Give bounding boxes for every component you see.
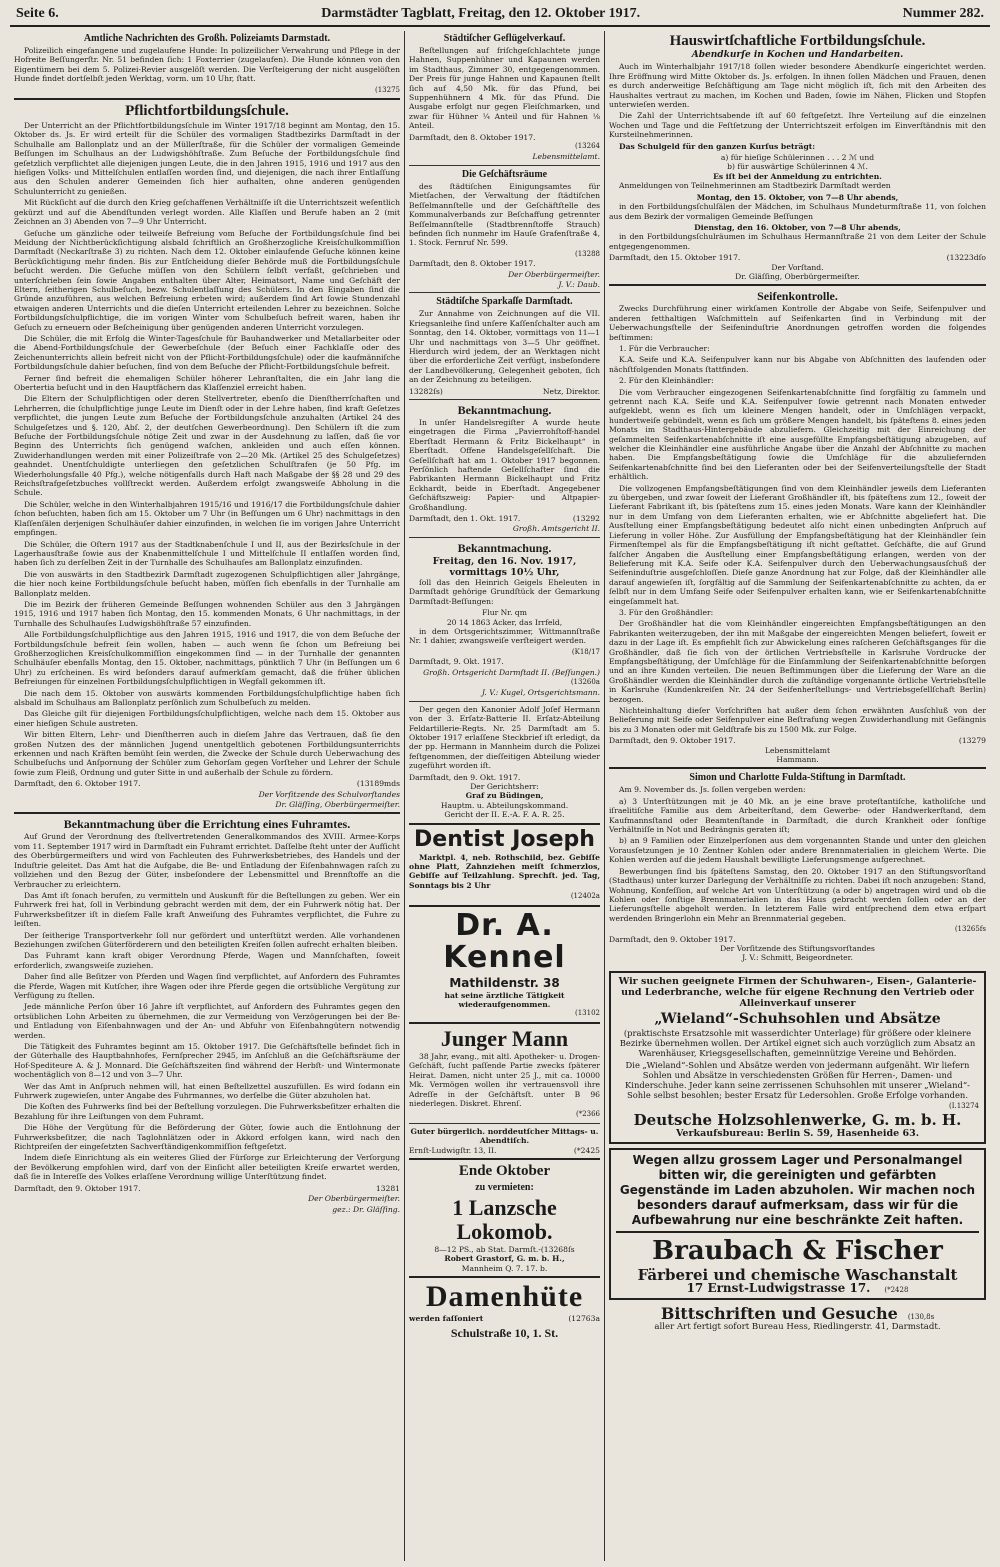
haus-paragraph: Es iſt bei der Anmeldung zu entrichten.: [713, 171, 882, 181]
pflicht-paragraph: Die im Bezirk der früheren Gemeinde Beſſungen wohnenden Schüler aus den 3 Jahrgängen 1915, 1916 und 1917 haben ſich Montag, den 15. kommenden Monats, 6 Uhr nachmittags, in der Turnhalle des Schulhauſes Ludwigshöhſtraße 57 einzufinden.: [14, 599, 400, 628]
fuhramt-paragraph: Der ſeitherige Transportverkehr ſoll nur gefördert und unterſtützt werden. Alle vorhandenen Beziehungen zwiſchen Güterförderern und den beteiligten Kreiſen ſollen aufrecht erhalten bleiben.: [14, 930, 400, 949]
pflicht-ref: (13189mds: [356, 779, 400, 789]
seife-paragraph: 3. Für den Großhändler:: [619, 607, 714, 617]
damenhuete-ref: (12763a: [568, 1314, 600, 1324]
haus-subtitle: Abendkurſe in Kochen und Handarbeiten.: [691, 50, 904, 60]
lager-text: Wegen allzu grossem Lager und Personalmangel bitten wir, die gereinigten und gefärbten Gegenstände im Laden abzuholen. Wir machen noch besonders darauf aufmerksam, dass wir für die Aufbewahrung nur eine beschränkte Zeit haften.: [619, 1152, 976, 1227]
kennel-name: Dr. A. Kennel: [443, 907, 566, 975]
dentist-text: Marktpl. 4, neb. Rothschild, bez. Gebiſſe ohne Platt, Zahnziehen meiſt ſchmerzlos, Gebiſſe auf Teilzahlung. Sprechſt. jed. Tag, Sonntags bis 2 Uhr: [409, 852, 600, 890]
pflicht-paragraph: Mit Rückſicht auf die durch den Krieg geſchaffenen Verhältniſſe iſt die Unterrichtszeit weſentlich gekürzt und auf die Abendſtunden verlegt worden. Alle Klaſſen und Berufe haben an 2 (mit Zeichnen an 3) Abenden von 7—9 Uhr Unterricht.: [14, 198, 400, 227]
stiftung-ref: (13265fs: [954, 925, 986, 934]
auction-title: Bekanntmachung.: [457, 540, 552, 555]
dentist-ref: (12402a: [570, 892, 600, 901]
seife-signature: Lebensmittelamt: [764, 745, 831, 755]
mittagstisch-line: [409, 1146, 600, 1155]
divider: [616, 1231, 979, 1233]
haus-fee: b) für auswärtige Schülerinnen 4 ℳ.: [727, 162, 868, 172]
gefluegel-date: Darmſtadt, den 8. Oktober 1917.: [409, 132, 536, 142]
divider: [409, 1123, 600, 1124]
auction-text-2: in dem Ortsgerichtszimmer, Wittmannſtraße Nr. 1 dahier, zwangsweiſe verſteigert werden.: [409, 626, 600, 646]
haus-fee: a) für hieſige Schülerinnen . . . 2 ℳ und: [720, 153, 875, 163]
haus-title: Hauswirtſchaftliche Fortbildungsſchule.: [669, 33, 926, 49]
divider: [14, 98, 400, 100]
pflicht-paragraph: Geſuche um gänzliche oder teilweiſe Befreiung vom Beſuche der Fortbildungsſchule ſind bei Meidung der Nichtberückſichtigung alsbald ſchriftlich an Großherzogliche Kreisſchulkommiſſion Darmſtadt (Neckarſtraße 3) zu richten. Nach dem 12. Oktober einlaufende Geſuche können keine Berückſichtigung mehr finden. Bis zur Entſcheidung dieſer Behörde muß die Fortbildungsſchule beſucht werden. Die Geſuche müſſen von den Schülern ſelbſt verfaßt, geſchrieben und unterſchrieben ſein ſowie Angaben enthalten über Alter, Heimatsort, Name und Geſchäft der Eltern, ſeitherigen Schulbeſuch, bezw. Schulentlaſſung des Schülers. In den Eingaben ſind die Gründe anzuführen, aus welchen Befreiung erbeten wird; außerdem ſind Art ſowie Stundenzahl etwaigen anderen Unterrichts und die dieſen Unterricht erteilenden Lehrer zu bezeichnen. Solche Fortbildungsſchulpflichtige, die im vorigen Winter vom Schulbeſuch befreit waren, haben ihr Geſuch zu erneuern oder Beſcheinigung über genügenden anderen Unterricht vorzulegen.: [14, 228, 400, 332]
fuhramt-paragraph: Daher ſind alle Beſitzer von Pferden und Wagen ſind verpflichtet, auf Anfordern des Fuhramtes die Pferde, Wagen mit Kutſcher, ihre Wagen oder ihre Pferde gegen die ortsübliche Vergütung zur Verfügung zu ſtellen.: [14, 972, 400, 1000]
haus-paragraph: Das Schulgeld für den ganzen Kurſus beträgt:: [619, 141, 816, 151]
stiftung-paragraph: Bewerbungen ſind bis ſpäteſtens Samstag, den 20. Oktober 1917 an den Stiftungsvorſtand (Stadthaus) unter kurzer Darlegung der Verhältniſſe zu richten. Dabei iſt noch anzugeben: Stand, Wohnung, Konfeſſion, auf welche Art von Unterſtützung (a oder b) angetragen wird und ob die Kohlen oder ſonſtige Brennmaterialien in das Haus gebracht werden ſollen oder an der Lieferungsſtelle abgeholt werden. In letzterem Falle wird entſprechend dem etwa erſpart werdenden Bringerlohn ein Mehr an Brennmaterial gegeben.: [609, 866, 986, 923]
divider: [409, 1158, 600, 1160]
stiftung-paragraph: a) 3 Unterſtützungen mit je 40 Mk. an je eine brave proteſtantiſche, katholiſche und iſraelitiſche Familie aus dem Arbeiterſtand, dem Gewerbe- oder Handwerkerſtand, dem Kaufmannsſtand oder Beamtenſtande in Darmſtadt, die durch Krankheit oder ſonſtige Verhältniſſe in Not und Bedrängnis geraten iſt;: [609, 796, 986, 835]
geschaeft-signature-name: J. V.: Daub.: [558, 279, 600, 289]
divider: [409, 1276, 600, 1278]
seife-paragraph: Die vom Verbraucher eingezogenen Seifenkartenabſchnitte ſind ſorgfältig zu ſammeln und getrennt nach K.A. Seife und K.A. Seifenpulver ſowie getrennt nach Monaten entweder aufgeklebt, wenn es ſich um kleinere Mengen handelt, oder in Umſchlägen verpackt, hundertweiſe gebündelt, wenn es ſich um größere Mengen handelt, bis ſpäteſtens 8. eines jeden Monats im Stadthaus-Hintergebäude abzuliefern. Gleichzeitig mit der Einreichung der geſammelten Seifenkartenabſchnitte iſt eine ausgefüllte Empfangsbeſtätigung abzugeben, auf welcher die Kleinhändler eine ausführliche Angabe über die Anzahl der Abſchnitte zu machen haben. Die Empfangsbeſtätigung ſowie die Umſchläge für die abzuliefernden Seifenkartenabſchnitte ſind bei den Lieferanten oder bei der Seifenverteilungsſtelle der Stadt erhältlich.: [609, 387, 986, 482]
fuhramt-paragraph: Wer das Amt in Anſpruch nehmen will, hat einen Beſtellzettel auszufüllen. Es wird ſodann ein Fuhrwerk zugewieſen, unter Angabe des Fuhrmannes, wo derſelbe die Güter abzuholen hat.: [14, 1081, 400, 1101]
sparkasse-ref: 13282ſs): [409, 386, 443, 396]
mittagstisch-ref: (*2425: [573, 1145, 600, 1155]
divider: [609, 767, 986, 769]
bekanntmachung-title: Bekanntmachung.: [457, 403, 552, 417]
bekanntmachung-ref: (13292: [572, 514, 600, 524]
damenhuete-text: werden faſſoniert: [409, 1314, 484, 1324]
pflicht-paragraph: Die Eltern der Schulpflichtigen oder deren Stellvertreter, ebenſo die Dienſtherrſchaften und Lehrherren, die ſchulpflichtige junge Leute im Dienſt oder in der Lehre haben, ſind kraft Geſetzes verpflichtet, die jungen Leute zum Beſuche der Fortbildungsſchule anzuhalten (Artikel 24 des Schulgeſetzes und §. 120, Abſ. 2, der deutſchen Gewerbeordnung). Den Schülern iſt die zum Beſuche der Fortbildungsſchule nötige Zeit und zwar in der Ausdehnung zu laſſen, daß ſie vor Beginn des Unterrichts ſich genügend waſchen, ankleiden und auch eſſen können. Zuwiderhandlungen werden mit einer Polizeiſtrafe von 2—20 Mk. (Artikel 25 des Schulgeſetzes) geahndet. Unentſchuldigte unterliegen den geſetzlichen Schulſtrafen (je 50 Pfg. im Wiederholungsfalle 40 Pfg.), welche nötigenfalls durch Haft nach Maßgabe der §§ 28 und 29 des Reichsſtrafgeſetzbuches vollſtreckt werden. Außerdem erfolgt zwangsweiſe Abholung in die Schule.: [14, 394, 400, 498]
pflicht-paragraph: Die nach dem 15. Oktober von auswärts kommenden Fortbildungsſchulpflichtige haben ſich alsbald im Schulhaus am Ballonplatz perſönlich zum Schulbeſuch zu melden.: [14, 688, 400, 707]
police-notice-text: Polizeilich eingefangene und zugelaufene Hunde: In polizeilicher Verwahrung und Pflege in der Hofreite Beſſungerſtr. Nr. 51 befinden ſich: 1 Foxterrier (zugelaufen). Die Hunde können von den Eigentümern bei dem 5. Polizei-Revier ausgelöſt werden. Die Verſteigerung der nicht ausgelöſten Hunde findet dortſelbſt jeden Werktag, vorm. um 10 Uhr, ſtatt.: [14, 46, 400, 84]
fuhramt-date-line: [14, 1184, 400, 1193]
seife-paragraph: Zwecks Durchführung einer wirkſamen Kontrolle der Abgabe von Seife, Seifenpulver und anderen fetthaltigen Waſchmitteln auf Seifenkarten ſind in Verbindung mit der Ueberwachungsſtelle der Seifeninduſtrie Anordnungen getroffen worden die folgendes beſtimmen:: [609, 304, 986, 342]
fuhramt-paragraph: Auf Grund der Verordnung des ſtellvertretenden Generalkommandos des XVIII. Armee-Korps vom 11. September 1917 wird in Darmſtadt ein Fuhramt errichtet. Daſſelbe ſteht unter der Aufſicht des Oberbürgermeiſters und wird von Fachleuten des Fuhrwerksbetriebes, des Handels und der Induſtrie geleitet. Das Amt hat die Aufgabe, die Be- und Entladung der Eiſenbahnwagen raſch zu vollziehen und den Bezug der Güter, insbeſondere der Lebensmittel und Brennſtoffe an die Verbraucher zu erleichtern.: [14, 832, 400, 889]
wieland-address: Verkaufsbureau: Berlin S. 59, Hasenheide 63.: [675, 1128, 920, 1140]
kanonier-signature: Der Gerichtsherr:: [470, 782, 539, 791]
bekanntmachung-date-line: [409, 514, 600, 523]
masthead: [10, 6, 990, 27]
lokomobil-sub: zu vermieten:: [475, 1181, 534, 1193]
fuhramt-paragraph: Das Fuhramt kann kraft obiger Verordnung Pferde, Wagen und Mannſchaften, ſoweit erforderlich, zwangsweiſe zuziehen.: [14, 951, 400, 970]
sparkasse-title: Städtiſche Sparkaſſe Darmſtadt.: [436, 296, 573, 308]
fuhramt-paragraph: Die Höhe der Vergütung für die Beförderung der Güter, ſowie auch die Entlohnung der Fuhrwerksbeſitzer, die nach Taglohnlätzen oder in Akkord erfolgen kann, wird nach den Richtpreiſen der eingeſetzten Sachverſtändigenkommiſſion feſtgeſetzt.: [14, 1123, 400, 1152]
column-middle: [405, 31, 605, 1561]
divider: [409, 292, 600, 293]
haus-paragraph: Die Zahl der Unterrichtsabende iſt auf 60 feſtgeſetzt. Ihre Verteilung auf die einzelnen Wochen und Tage und die Feſtſetzung der Unterrichtszeit erfolgen im Einverſtändnis mit den Kursteilnehmerinnen.: [609, 111, 986, 140]
seife-paragraph: 2. Für den Kleinhändler:: [619, 376, 714, 386]
seife-date-line: [609, 736, 986, 745]
pflicht-paragraph: Ferner ſind befreit die ehemaligen Schüler höherer Lehranſtalten, die ein Jahr lang die Obertertia beſucht und in den Hauptfächern das Klaſſenziel erreicht haben.: [14, 373, 400, 392]
divider: [14, 812, 400, 814]
braubach-address-line: [616, 1280, 979, 1295]
geschaeft-title: Die Geſchäftsräume: [461, 168, 548, 180]
lokomobil-text: 8—12 PS., ab Stat. Darmſt.-(13268ſs: [434, 1244, 575, 1254]
fuhramt-signature-name: gez.: Dr. Gläſſing.: [332, 1204, 400, 1214]
auction-ref-2: (13260a: [570, 677, 600, 686]
bittschriften-ref: (130,8s: [907, 1312, 935, 1321]
seife-date: Darmſtadt, den 9. Oktober 1917.: [609, 736, 736, 746]
damenhuete-address: Schulstraße 10, 1. St.: [450, 1325, 559, 1340]
fuhramt-paragraph: Die Koſten des Fuhrwerks ſind bei der Beſtellung vorzulegen. Die Fuhrwerksbeſitzer erhalten die Bezahlung für ihre Leiſtungen von dem Fuhramt.: [14, 1102, 400, 1121]
braubach-title: Braubach & Fischer: [652, 1235, 943, 1266]
bittschriften-title-line: [609, 1304, 986, 1323]
junger-mann-title: Junger Mann: [440, 1025, 569, 1051]
gefluegel-signature: Lebensmittelamt.: [532, 152, 600, 162]
seife-title: Seifenkontrolle.: [757, 289, 838, 304]
wieland-text: (praktischste Ersatzsohle mit wasserdichter Unterlage) für größere oder kleinere Bezirke übernehmen wollen. Der Artikel eignet sich auch vorzüglich zum Absatz an Warenhäuser, Kriegsgesellschaften, gemeinnützige Vereine und Behörden.: [619, 1027, 976, 1058]
braubach-ref: (*2428: [884, 1285, 909, 1294]
lokomobil-lead: Ende Oktober: [458, 1162, 551, 1179]
pflicht-signature-name: Dr. Gläſſing, Oberbürgermeiſter.: [275, 800, 400, 810]
haus-signature-name: Dr. Gläſſing, Oberbürgermeiſter.: [735, 271, 860, 281]
pflicht-paragraph: Alle Fortbildungsſchulpflichtige aus den Jahren 1915, 1916 und 1917, die von dem Beſuche der Fortbildungsſchule befreit ſein wollen, haben — auch wenn ſie ſchon um Befreiung bei Großherzoglichen Kreisſchulkommiſſion eingekommen ſind — in der Turnhalle der genannten Schulhäuſer ebenfalls Montag, den 15. Oktober, nachmittags, pünktlich 7 Uhr (in Beſſungen um 6 Uhr) zu erſcheinen. Es wird beſonders darauf aufmerkſam gemacht, daß die früher üblichen Befreiungen für einzelnen Fortbildungsſchulpflichtigen in Wegfall gekommen iſt.: [14, 630, 400, 687]
seife-ref: (13279: [958, 736, 986, 746]
braubach-subtitle: Färberei und chemische Waschanstalt: [637, 1265, 958, 1284]
haus-date-1: Montag, den 15. Oktober, von 7—8 Uhr abends,: [696, 192, 899, 202]
haus-paragraph: Anmeldungen von Teilnehmerinnen am Stadtbezirk Darmſtadt werden: [619, 181, 891, 191]
haus-paragraph: in den Fortbildungsſchulſälen der Mädchen, im Schulhaus Mundeturmſtraße 11, von ſolchen aus dem Bezirk der vormaligen Gemeinde Beſſungen: [609, 202, 986, 221]
pflicht-title: Pflichtfortbildungsſchule.: [125, 103, 289, 120]
kennel-ref: (13102: [575, 1009, 600, 1018]
fuhramt-paragraph: Die Tätigkeit des Fuhramtes beginnt am 15. Oktober 1917. Die Geſchäftsſtelle befindet ſich in der Güterhalle des Hauptbahnhofes, Fernſprecher 2945, im Anſchluß an die Geſchäftsräume der Hof-Spediteure A. & J. Monnard. Die Geſchäftszeiten ſind während der Herbſt- und Wintermonate wochentäglich von 8—12 und von 3—7 Uhr.: [14, 1042, 400, 1080]
haus-paragraph: Auch im Winterhalbjahr 1917/18 ſollen wieder besondere Abendkurſe eingerichtet werden. Ihre Eröffnung wird Mitte Oktober ds. Js. erfolgen. In ihnen ſollen Mädchen und Frauen, denen es durch anderweitige Beſchäftigung am Tage nicht möglich iſt, ſich mit den Arbeiten des Haushaltes vertraut zu machen, im Kochen und Baden, ſowie im Nähen, Flicken und Stopfen unterwieſen werden.: [609, 62, 986, 110]
pflicht-signature: Der Vorſitzende des Schulvorſtandes: [258, 789, 400, 799]
sparkasse-signature: Netz, Direktor.: [542, 386, 600, 396]
pflicht-paragraph: Die Schüler, welche in den Winterhalbjahren 1915/16 und 1916/17 die Fortbildungsſchule dahier ſchon beſuchten, haben ſich am 15. Oktober um 7 Uhr (in Beſſungen um 6 Uhr) nachmittags in den Klaſſenſälen derjenigen Schulhäuſer dahier einzufinden, in welchen ſie im vorigen Jahre Unterricht empfingen.: [14, 499, 400, 538]
seife-paragraph: 1. Für die Verbraucher:: [619, 343, 710, 353]
wieland-firm: Deutsche Holzsohlenwerke, G. m. b. H.: [633, 1111, 962, 1130]
sparkasse-sig-line: [409, 387, 600, 396]
pflicht-paragraph: Der Unterricht an der Pflichtfortbildungsſchule im Winter 1917/18 beginnt am Montag, den 15. Oktober ds. Js. Er wird erteilt für die Schüler des vormaligen Stadtbezirks Darmſtadt in der Schulhalle am Ballonplatz und an der Müllerſtraße, für die Schüler der vormaligen Gemeinde Beſſungen im Schulhaus an der Ludwigshöhſtraße. Zum Beſuche der Fortbildungsſchule ſind geſetzlich verpflichtet alle diejenigen jungen Leute, die in den Jahren 1915, 1916 und 1917 aus den hieſigen Volks- und Mittelſchulen entlaſſen worden ſind, und diejenigen, die nach ihrer Entlaſſung aus den Schulen anderer Gemeinden ſich hier aufhalten, ohne anderen genügenden Schulunterricht zu genießen.: [14, 121, 400, 196]
divider: [409, 905, 600, 907]
stiftung-paragraph: Am 9. November ds. Js. ſollen vergeben werden:: [619, 785, 806, 795]
geschaeft-signature: Der Oberbürgermeiſter.: [508, 269, 600, 279]
haus-signature: Der Vorſtand.: [771, 262, 824, 272]
fuhramt-paragraph: Indem dieſe Einrichtung als ein weiteres Glied der Fürſorge zur Erleichterung der Verſorgung der Bevölkerung empfohlen wird, darf von der Einſicht aller beteiligten Kreiſe erwartet werden, daß ſie in Intereſſe des Volkes erlaſſene Verordnung willige Unterſtützung findet.: [14, 1153, 400, 1182]
wieland-brand: „Wieland“-Schuhsohlen und Absätze: [654, 1010, 941, 1027]
mittagstisch-text: Guter bürgerlich. norddeutſcher Mittags- u. Abendtiſch.: [410, 1126, 599, 1146]
kennel-text: hat seine ärztliche Tätigkeit wiederaufgenommen.: [444, 990, 565, 1010]
seife-paragraph: Nichteinhaltung dieſer Vorſchriften hat außer dem ſchon erwähnten Ausſchluß von der Belieferung mit Seife oder Seifenpulver eine Beſtrafung wegen Zuwiderhandlung mit Gefängnis bis zu 3 Monaten oder mit Geldſtrafe bis zu 1500 Mk. zur Folge.: [609, 706, 986, 734]
kanonier-signature-rank: Hauptm. u. Abteilungskommand.: [440, 800, 569, 810]
gefluegel-ref: (13264: [575, 142, 600, 151]
auction-signature: Großh. Ortsgericht Darmſtadt II. (Beſſungen.): [423, 667, 600, 677]
auction-table-row: 20 14 1863 Acker, das Irrfeld,: [446, 617, 563, 627]
fuhramt-title: Bekanntmachung über die Errichtung eines Fuhramtes.: [63, 817, 351, 832]
wieland-advertisement: [609, 971, 986, 1144]
braubach-address: 17 Ernst-Ludwigstrasse 17.: [686, 1280, 871, 1295]
pflicht-paragraph: Die Schüler, die Oſtern 1917 aus der Stadtknabenſchule I und II, aus der Bezirksſchule in der Lagerhausſtraße ſowie aus der Knabenmittelſchule I und Mittelſchule II entlaſſen worden ſind, haben ſich zu derſelben Zeit in der Turnhalle des Schulhauſes am Ballonplatz einzufinden.: [14, 539, 400, 568]
damenhuete-line: [409, 1314, 600, 1323]
seife-paragraph: Der Großhändler hat die vom Kleinhändler eingereichten Empfangsbeſtätigungen an den Fabrikanten weiterzugeben, der ihn mit Maßgabe der eingereichten Mengen beliefert, ſoweit er dazu in der Lage iſt. Es empfiehlt ſich zur Abwickelung eines raſcheren Geſchäftsganges für die Großhändler, daß ſie ſich von der örtlichen Vertriebsſtelle in Karlsruhe Vordrucke der Empfangsbeſtätigung, der Umſchläge für die Einſammlung der Seifenkartenabſchnitte beſorgen und an ihre Kunden verteilen. Die neuen Beſtimmungen über die Lieferung der Ware an die Großhändler werden die Kleinhändler durch die zuſtändige vorgenannte örtliche Vertriebsſtelle in Karlsruhe (Kundenkreiſen Nr. 24 der Seifenherſtellungs- und Vertriebsgeſellſchaft Berlin) bezogen.: [609, 619, 986, 704]
lokomobil-title: 1 Lanzsche Lokomob.: [452, 1194, 557, 1244]
gefluegel-text: Beſtellungen auf friſchgeſchlachtete junge Hahnen, Suppenhühner und Kapaunen werden im Stadthaus, Zimmer 30, entgegengenommen. Der Preis für junge Hahnen und Kapaunen ſtellt ſich auf 4,50 Mk. für das Pfund, bei Suppenhühnern 4 Mk. für das Pfund. Die Ausgabe erfolgt nur gegen Fleiſchmarken, und zwar für Hühner ¼ Anteil und für Hahnen ⅛ Anteil.: [409, 46, 600, 131]
police-notice-ref: (13275: [375, 85, 400, 94]
stiftung-title: Simon und Charlotte Fulda-Stiftung in Darmſtadt.: [689, 772, 906, 784]
pflicht-paragraph: Die von auswärts in den Stadtbezirk Darmſtadt zugezogenen Schulpflichtigen aller Jahrgänge, die hier noch keine Fortbildungsſchule beſucht haben, müſſen ſich ebenfalls in der Turnhalle am Ballonplatz melden.: [14, 569, 400, 598]
auction-ref: (K18/17: [571, 647, 600, 656]
page-label: Seite 6.: [16, 6, 59, 21]
kanonier-date: Darmſtadt, den 9. Okt. 1917.: [409, 772, 521, 782]
lokomobil-firm: Robert Grastorf, G. m. b. H.,: [444, 1254, 565, 1264]
bittschriften-title: Bittschriften und Gesuche: [660, 1303, 898, 1323]
pflicht-date-line: [14, 779, 400, 788]
fuhramt-date: Darmſtadt, den 9. Oktober 1917.: [14, 1183, 141, 1193]
junger-mann-ref: (*2366: [575, 1110, 600, 1119]
lokomobil-city: Mannheim Q. 7. 17. b.: [461, 1263, 548, 1273]
fuhramt-signature: Der Oberbürgermeiſter.: [308, 1194, 400, 1204]
kanonier-text: Der gegen den Kanonier Adolf Joſef Hermann von der 3. Erſatz-Batterie II. Erſatz-Abteilung Feldartillerie-Regts. Nr. 25 Darmſtadt am 5. Oktober 1917 erlaſſene Steckbrief iſt erledigt, da der pp. Hermann in Mannheim durch die Polizei feſtgenommen, der dieſſeitigen Abteilung wieder zugeführt worden iſt.: [409, 704, 600, 771]
dentist-title: Dentist Joseph: [414, 826, 595, 852]
issue-number: Nummer 282.: [902, 6, 984, 21]
haus-date: Darmſtadt, den 15. Oktober 1917.: [609, 253, 741, 263]
divider: [409, 701, 600, 702]
bekanntmachung-date: Darmſtadt, den 1. Okt. 1917.: [409, 514, 521, 524]
seife-paragraph: K.A. Seife und K.A. Seifenpulver kann nur bis Abgabe von Abſchnitten des laufenden oder nächſtfolgenden Monats ſtattfinden.: [609, 355, 986, 374]
pflicht-paragraph: Die Schüler, die mit Erfolg die Winter-Tagesſchule für Bauhandwerker und Metallarbeiter oder die Abend-Fortbildungsſchule der Gewerbeſchule (der Beſuch einer Fachklaſſe oder des Zeichenunterrichts allein befreit nicht von der Pflicht-Fortbildungsſchule) oder die kaufmänniſche Fortbildungsſchule dahier beſuchen, ſind von dem Beſuche der Pflicht-Fortbildungsſchule befreit.: [14, 333, 400, 372]
auction-table-head: Flur Nr. qm: [482, 608, 527, 618]
auction-text: ſoll das den Heinrich Geigels Eheleuten in Darmſtadt gehörige Grundſtück der Gemarkung Darmſtadt-Beſſungen:: [409, 577, 600, 606]
columns: [10, 31, 990, 1561]
wieland-ref: (I.13274: [949, 1101, 979, 1110]
bittschriften-advertisement: [609, 1304, 986, 1332]
seife-paragraph: Die vollzogenen Empfangsbeſtätigungen ſind von dem Kleinhändler jeweils dem Lieferanten zu übergeben, und zwar ſoweit der Lieferant Großhändler iſt, bis ſpäteſtens zum 12., ſoweit der Lieferant Fabrikant iſt, bis ſpäteſtens zum 15. eines jeden Monats. Ware kann der Kleinhändler nur in dem Umfang von dem Lieferanten erhalten, wie er Abſchnitte abgeliefert hat. Die Ausſtellung einer Empfangsbeſtätigung bedeutet alſo nicht einen unbedingten Anſpruch auf Lieferung in voller Höhe. Zur Ausfüllung der Empfangsbeſtätigung hat der Kleinhändler ſein Firmenſtempel als für die Empfangsbeſtätigung iſt nicht geſtattet. Geſchäfte, die auf Grund falſcher Angaben die Ausſtellung einer Empfangsbeſtätigung erlangen, werden von der Belieferung mit K.A. Seife oder K.A. Seifenpulver durch den Ueberwachungsausſchuß der Seifeninduſtrie ausgeſchloſſen. Dieſe ganze Anordnung hat zur Folge, daß der Kleinhändler alle darauf angewieſen iſt, ſorgfältig auf die Sammlung der Seifenkartenabſchnitte zu achten, da er ſelbſt nur in dem Umfang Seife oder Seifenpulver erhalten kann, wie er Seifenkartenabſchnitte eingeſammelt hat.: [609, 483, 986, 606]
auction-signature-name: J. V.: Kugel, Ortsgerichtsmann.: [481, 688, 600, 698]
column-left: [10, 31, 405, 1561]
fuhramt-paragraph: Das Amt iſt ſonach berufen, zu vermitteln und Auskunft für die Beſtellungen zu geben. Wer ein Fuhrwerk frei hat, ſoll in Verbindung gebracht werden mit dem, der ein Fuhrwerk nötig hat. Der Fuhrwerksbeſitzer iſt in dieſem Falle kraft Anweiſung des Fuhramtes verpflichtet, die Fuhre zu leiſten.: [14, 890, 400, 929]
divider: [409, 399, 600, 400]
stiftung-signature-name: J. V.: Schmitt, Beigeordneter.: [742, 953, 853, 963]
fuhramt-paragraph: Jede männliche Perſon über 16 Jahre iſt verpflichtet, auf Anfordern des Fuhramtes gegen den ortsüblichen Lohn Arbeiten zu übernehmen, die zur Vermeidung von Verzögerungen bei der Be- und Entladung von Eiſenbahnwagen und der An- und Abfuhr von Eiſenbahngütern notwendig werden.: [14, 1002, 400, 1040]
sparkasse-text: Zur Annahme von Zeichnungen auf die VII. Kriegsanleihe ſind unſere Kaſſenſchalter auch am Sonntag, den 14. Oktober, vormittags von 11—1 Uhr und nachmittags von 3—5 Uhr geöffnet. Hierdurch wird jedem, der an Werktagen nicht über die erforderliche Zeit verfügt, insbeſondere der Landbevölkerung, Gelegenheit geboten, ſich an der Zeichnung zu beteiligen.: [409, 309, 600, 385]
braubach-advertisement: [609, 1148, 986, 1300]
pflicht-date: Darmſtadt, den 6. Oktober 1917.: [14, 779, 141, 789]
haus-date-2: Dienstag, den 16. Oktober, von 7—8 Uhr abends,: [694, 222, 901, 232]
haus-ref: (13223dſo: [946, 253, 986, 263]
divider: [409, 823, 600, 825]
divider: [409, 165, 600, 166]
geschaeft-date: Darmſtadt, den 8. Oktober 1917.: [409, 259, 536, 269]
damenhuete-title: Damenhüte: [425, 1280, 584, 1314]
haus-date-line: [609, 253, 986, 262]
pflicht-paragraph: Wir bitten Eltern, Lehr- und Dienſtherren auch in dieſem Jahre das Vertrauen, daß ſie den großen Nutzen des der männlichen Jugend unentgeltlich gebotenen Fortbildungsunterrichts erkennen und nach Kräften bemüht ſein werden, die Zwecke der Schule durch Ueberwachung des Schulbeſuchs und Anſpornung der Schüler zum Gehorſam gegen Vorſteher und Lehrer der Schule ſowie zum Fleiß, Ordnung und guter Sitte in und außerhalb der Schule zu fördern.: [14, 730, 400, 777]
wieland-lead: Wir suchen geeignete Firmen der Schuhwaren-, Eisen-, Galanterie- und Lederbranche, welche für eigene Rechnung den Vertrieb oder Alleinverkauf unserer: [618, 975, 977, 1009]
kennel-address: Mathildenstr. 38: [449, 975, 560, 990]
wieland-text-2: Die „Wieland“-Sohlen und Absätze werden von jedermann aufgenäht. Wir liefern Sohlen und Absätze in verschiedensten Größen für Herren-, Damen- und Kinderschuhe. Jeder kann seine zerrissenen Schuhsohlen mit unserer „Wieland“-Sohle selbst besohlen; bester Ersatz für Ledersohlen. Große Erfolge vorhanden.: [625, 1059, 970, 1100]
divider: [409, 1022, 600, 1024]
stiftung-signature: Der Vorſitzende des Stiftungsvorſtandes: [720, 943, 875, 953]
gefluegel-title: Städtiſcher Geflügelverkauf.: [443, 33, 566, 44]
haus-paragraph: in den Fortbildungsſchulräumen im Schulhaus Hermannſtraße 21 von dem Leiter der Schule entgegengenommen.: [609, 232, 986, 251]
pflicht-paragraph: Das Gleiche gilt für diejenigen Fortbildungsſchulpflichtigen, welche nach dem 15. Oktober aus einer hieſigen Schule austreten.: [14, 709, 400, 728]
divider: [409, 537, 600, 538]
kanonier-signature-name: Graf zu Büdingen,: [465, 791, 544, 801]
newspaper-title: Darmstädter Tagblatt, Freitag, den 12. Oktober 1917.: [321, 6, 641, 21]
junger-mann-text: 38 Jahr, evang., mit altl. Apotheker- u. Drogen-Geſchäft, ſucht paſſende Partie zwecks ſpäterer Heirat. Damen, nicht unter 25 J., mit ca. 10000 Mk. Vermögen wollen ihr vertrauensvoll ihre Adreſſe in der Geſchäftsſt. unter B 96 niederlegen. Diskret. Ehrenſ.: [409, 1051, 600, 1108]
fuhramt-ref: 13281: [375, 1183, 400, 1193]
bekanntmachung-text: In unſer Handelsregiſter A wurde heute eingetragen die Firma „Pavierrohſtoff-handel Eberſtadt Hermann & Fritz Bickelhaupt“ in Eberſtadt. Offene Handelsgeſellſchaft. Die Geſellſchaft hat am 1. Oktober 1917 begonnen. Perſönlich haftende Geſellſchafter ſind die Fabrikanten Hermann Bickelhaupt und Fritz Eckhardt, beide in Eberſtadt. Angegebener Geſchäftszweig: Papier- und Altpapier-Großhandlung.: [409, 418, 600, 512]
divider: [609, 284, 986, 286]
police-notice-title: Amtliche Nachrichten des Großh. Polizeiamts Darmstadt.: [83, 33, 331, 44]
mittagstisch-address: Ernſt-Ludwigſtr. 13, II.: [409, 1145, 497, 1155]
stiftung-date: Darmſtadt, den 9. Oktober 1917.: [609, 934, 736, 944]
bittschriften-text: aller Art fertigt sofort Bureau Hess, Riedlingerstr. 41, Darmstadt.: [654, 1321, 941, 1332]
column-right: [605, 31, 990, 1561]
geschaeft-ref: (13288: [575, 249, 600, 258]
auction-lead: Freitag, den 16. Nov. 1917, vormittags 10½ Uhr,: [432, 555, 577, 578]
bekanntmachung-signature: Großh. Amtsgericht II.: [512, 524, 600, 534]
stiftung-paragraph: b) an 9 Familien oder Einzelperſonen aus dem vorgenannten Stande und unter den gleichen Vorausſetzungen je 10 Zentner Kohlen oder andere Brennmaterialien in gleichem Werte. Die Kohlen werden auf die jedem Haushalt bewilligte Lieferungsmenge aufgerechnet.: [609, 836, 986, 865]
kanonier-signature-court: Gericht der II. E.-A. F. A. R. 25.: [444, 810, 565, 820]
seife-signature-name: Hammann.: [776, 755, 819, 765]
geschaeft-text: des ſtädtiſchen Einigungsamtes für Mietſachen, der Verwaltung der ſtädtiſchen Beſſelmannſtelle und der Geſchäftſtelle des Kommunalverbands zur Beſchaffung getrennter Beſſelmannſtelle (Stadtbrennſtoffe Strauch) befinden ſich nunmehr im Hauſe Grafenſtraße 4, 1. Stock. Fernruf Nr. 599.: [409, 181, 600, 248]
auction-date: Darmſtadt, 9. Okt. 1917.: [409, 657, 504, 667]
